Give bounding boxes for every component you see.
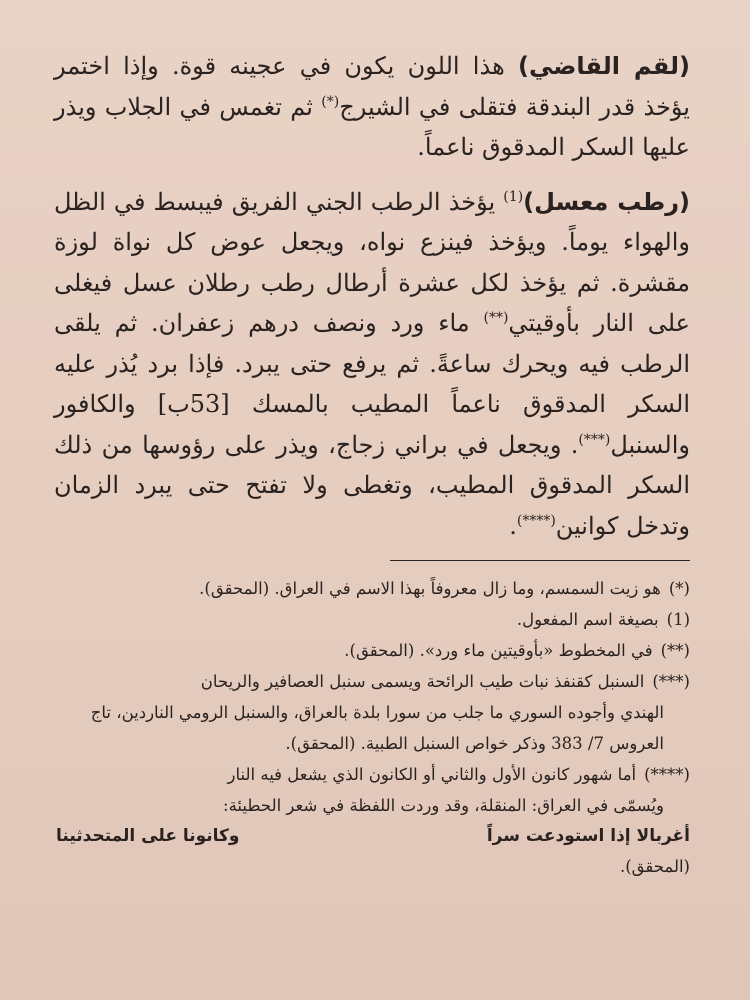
footnote	[54, 604, 690, 635]
recipe-title: (لقم القاضي)	[517, 52, 690, 80]
footnote-marker: (***)	[578, 431, 611, 448]
paragraph-text: يؤخذ الرطب الجني الفريق فيبسط في الظل والهواء يوماً. ويؤخذ فينزع نواه، ويجعل عوض كل نواة لوزة مقشرة. ثم يؤخذ لكل عشرة أرطال رطب رطلان عسل فيغلى على النار بأوقيتي	[54, 187, 690, 337]
footnote-mark: (1)	[666, 610, 690, 629]
recipe-title: (رطب معسل)	[523, 187, 690, 216]
verse-second-hemistich: وكانونا على المتحدثينا	[56, 826, 240, 846]
footnote-mark: (*)	[668, 579, 690, 598]
footnote-marker: (****)	[516, 512, 556, 529]
verse-first-hemistich: أغربالا إذا استودعت سراً	[486, 826, 690, 846]
paragraph-text: . ويجعل في براني زجاج، ويذر على رؤوسها من ذلك السكر المدقوق المطيب، وتغطى ولا تفتح حتى يبرد الزمان وتدخل كوانين	[54, 430, 690, 540]
footnote-mark: (**)	[660, 641, 690, 660]
main-text	[54, 46, 690, 546]
footnote	[54, 635, 690, 666]
poetry-verse	[54, 821, 690, 851]
footnote-marker: (*)	[321, 93, 340, 110]
footnote	[54, 759, 690, 821]
footnote-mark: (***)	[652, 672, 690, 691]
footnote-marker: (1)	[503, 188, 524, 205]
footnote-mark: (****)	[644, 765, 690, 784]
footnote-continuation: ويُسمّى في العراق: المنقلة، وقد وردت اللفظة في شعر الحطيئة:	[223, 796, 664, 815]
footnote-marker: (**)	[483, 310, 509, 326]
paragraph-text: .	[509, 511, 517, 540]
paragraph-text: هذا اللون يكون في عجينه قوة. وإذا اختمر يؤخذ قدر البندقة فتقلى في الشيرج	[54, 52, 690, 121]
paragraph-text: ماء ورد ونصف درهم زعفران. ثم يلقى الرطب فيه ويحرك ساعةً. ثم يرفع حتى يبرد. فإذا برد يُذر عليه السكر المدقوق ناعماً المطيب بالمسك [53ب] والكافور والسنبل	[54, 309, 690, 459]
footnote-text: أما شهور كانون الأول والثاني أو الكانون الذي يشعل فيه النار	[227, 765, 637, 784]
footnote-text: بصيغة اسم المفعول.	[516, 610, 659, 629]
editor-note: (المحقق).	[619, 857, 690, 876]
footnote-text: السنبل كقنفذ نبات طيب الرائحة ويسمى سنبل العصافير والريحان	[200, 672, 645, 691]
footnote-text: هو زيت السمسم، وما زال معروفاً بهذا الاسم في العراق. (المحقق).	[199, 579, 661, 598]
paragraph-laqm-al-qadi	[54, 46, 690, 168]
footnote	[54, 573, 690, 604]
footnote-continuation: الهندي وأجوده السوري ما جلب من سورا بلدة بالعراق، والسنبل الرومي الناردين، تاج العروس 7/ 383 وذكر خواص السنبل الطبية. (المحقق).	[90, 703, 664, 753]
footnote	[54, 666, 690, 759]
footnote-divider	[390, 560, 690, 561]
paragraph-rutab-muassal	[54, 182, 690, 547]
footnotes	[54, 573, 690, 882]
footnote-text: في المخطوط «بأوقيتين ماء ورد». (المحقق).	[344, 641, 653, 660]
footnote-closing	[54, 851, 690, 882]
paragraph-text: ثم تغمس في الجلاب ويذر عليها السكر المدقوق ناعماً.	[54, 92, 690, 161]
